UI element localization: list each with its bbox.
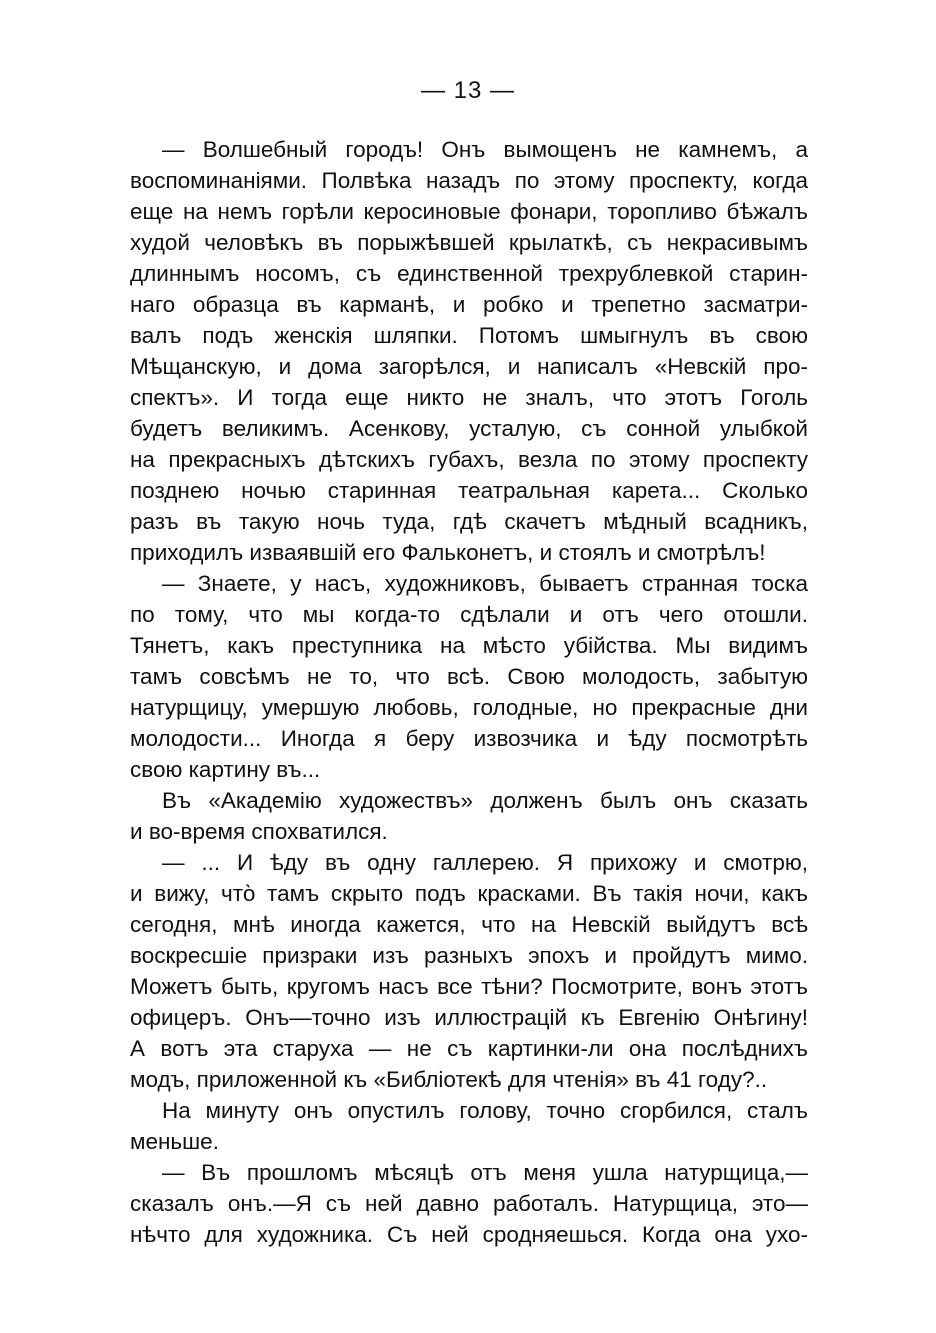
text-line: наго образца въ карманѣ, и робко и трепетно засматри- [130, 292, 808, 317]
text-line: — Знаете, у насъ, художниковъ, бываетъ странная тоска [162, 571, 808, 596]
text-line: воскресшіе призраки изъ разныхъ эпохъ и пройдутъ мимо. [130, 943, 808, 968]
text-line: еще на немъ горѣли керосиновые фонари, торопливо бѣжалъ [130, 199, 808, 224]
body-text [130, 134, 808, 1250]
text-line: и вижу, что̀ тамъ скрыто подъ красками. Въ такія ночи, какъ [130, 881, 808, 906]
text-line: свою картину въ... [130, 757, 321, 782]
page-number: — 13 — [420, 77, 516, 104]
text-line: на прекрасныхъ дѣтскихъ губахъ, везла по этому проспекту [130, 447, 808, 472]
text-line: сегодня, мнѣ иногда кажется, что на Невскій выйдутъ всѣ [130, 912, 808, 937]
text-line: худой человѣкъ въ порыжѣвшей крылаткѣ, съ некрасивымъ [130, 230, 808, 255]
text-line: валъ подъ женскія шляпки. Потомъ шмыгнулъ въ свою [130, 323, 808, 348]
text-line: офицеръ. Онъ—точно изъ иллюстрацій къ Евгенію Онѣгину! [130, 1005, 808, 1030]
text-line: Въ «Академію художествъ» долженъ былъ онъ сказать [162, 788, 808, 813]
text-line: модъ, приложенной къ «Библіотекѣ для чтенія» въ 41 году?.. [130, 1067, 768, 1092]
text-line: На минуту онъ опустилъ голову, точно сгорбился, сталъ [162, 1098, 808, 1123]
text-line: сказалъ онъ.—Я съ ней давно работалъ. Натурщица, это— [130, 1191, 808, 1216]
text-line: разъ въ такую ночь туда, гдѣ скачетъ мѣдный всадникъ, [130, 509, 808, 534]
text-line: Мѣщанскую, и дома загорѣлся, и написалъ «Невскій про- [130, 354, 808, 379]
text-line: А вотъ эта старуха — не съ картинки-ли она послѣднихъ [130, 1036, 808, 1061]
text-line: будетъ великимъ. Асенкову, усталую, съ сонной улыбкой [130, 416, 808, 441]
text-line: позднею ночью старинная театральная карета... Сколько [130, 478, 808, 503]
text-line: Можетъ быть, кругомъ насъ все тѣни? Посмотрите, вонъ этотъ [130, 974, 808, 999]
text-line: и во-время спохватился. [130, 819, 388, 844]
text-line: нѣчто для художника. Съ ней сродняешься. Когда она ухо- [130, 1222, 808, 1247]
text-line: Тянетъ, какъ преступника на мѣсто убійства. Мы видимъ [130, 633, 808, 658]
text-line: — ... И ѣду въ одну галлерею. Я прихожу и смотрю, [162, 850, 808, 875]
text-line: тамъ совсѣмъ не то, что всѣ. Свою молодость, забытую [130, 664, 808, 689]
text-line: — Въ прошломъ мѣсяцѣ отъ меня ушла натурщица,— [162, 1160, 808, 1185]
text-line: по тому, что мы когда-то сдѣлали и отъ чего отошли. [130, 602, 808, 627]
text-line: спектъ». И тогда еще никто не зналъ, что этотъ Гоголь [130, 385, 808, 410]
text-line: воспоминаніями. Полвѣка назадъ по этому проспекту, когда [130, 168, 808, 193]
text-line: — Волшебный городъ! Онъ вымощенъ не камнемъ, а [162, 137, 808, 162]
text-line: молодости... Иногда я беру извозчика и ѣду посмотрѣть [130, 726, 808, 751]
text-line: натурщицу, умершую любовь, голодные, но прекрасные дни [130, 695, 808, 720]
text-line: меньше. [130, 1129, 219, 1154]
text-line: приходилъ изваявшій его Фальконетъ, и стоялъ и смотрѣлъ! [130, 540, 766, 565]
text-line: длиннымъ носомъ, съ единственной трехрублевкой старин- [130, 261, 808, 286]
